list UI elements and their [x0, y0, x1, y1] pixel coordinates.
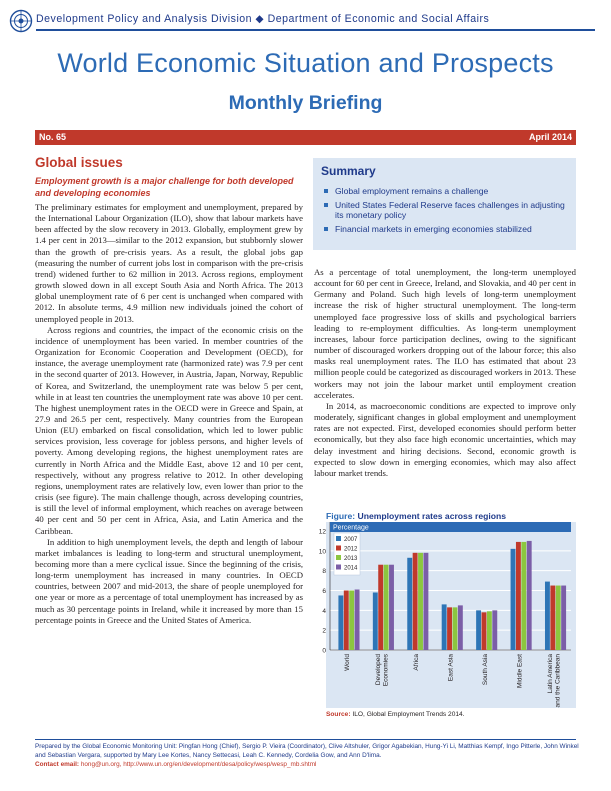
bar: [561, 586, 566, 650]
paragraph: Across regions and countries, the impact of the economic crisis on the incidence of unemployment has been varied. In member countries of the Organization for Economic Cooperation and Development (OECD), for instance, the average unemployment rate (harmonized rate) was 7.9 per cent in the second quarter of 2013. However, in Austria, Japan, Norway, Republic of Korea, and Switzerland, the unemployment rate was below 5 per cent, while in at least ten countries the unemployment rate was above 10 per cent. The highest unemployment rates in the OECD were in Greece and Spain, at 27.9 and 26.5 per cent, respectively. Many countries from the European Union (EU) embarked on fiscal consolidation, which led to lower public services provision, less coverage for jobless persons, and higher levels of poverty. Among developing regions, the highest unemployment rates are currently in North Africa and the Middle East, above 12 and 10 per cent, respectively, without any progress relative to 2012. In other developing regions, unemployment rates are relatively low, even lower than prior to the crisis (see figure). The main challenge though, across developing countries, is still the level of informal employment, which reaches on average between 40 per cent and 50 per cent in Africa, Asia, and Latin America and the Caribbean.: [35, 324, 303, 536]
summary-heading: Summary: [321, 164, 376, 178]
summary-list: [323, 186, 569, 237]
header-divider: [36, 29, 595, 31]
bar: [389, 565, 394, 650]
legend-label: 2012: [344, 546, 358, 553]
bar: [556, 586, 561, 650]
bar: [355, 590, 360, 650]
bar: [442, 604, 447, 650]
footer: [35, 743, 580, 769]
x-tick-label: World: [344, 654, 352, 671]
bar: [521, 542, 526, 650]
paragraph: As a percentage of total unemployment, the long-term unemployed account for 60 per cent in Greece, Ireland, and Slovakia, and 40 per cent in Germany and Poland. Such high levels of long-term unemployment increase the risk of higher structural unemployment. The long-term unemployed face progressive loss of skills and psychological barriers leading to re-employment difficulties. As long-term unemployment increases, labour force participation declines, owing to the significant number of discouraged workers dropping out of the labour force; this also masks real unemployment rates. The ILO has estimated that about 23 million people could be categorized as discouraged workers in 2013. These workers may not join the labour market until employment creation accelerates.: [314, 267, 576, 400]
y-tick-label: 2: [322, 627, 326, 635]
x-tick-label: Economies: [382, 654, 390, 687]
summary-item: Global employment remains a challenge: [323, 186, 569, 197]
unemployment-bar-chart: [313, 522, 576, 708]
x-tick-label: Latin America: [546, 654, 554, 694]
legend-swatch: [336, 546, 341, 551]
y-tick-label: 10: [318, 548, 326, 556]
contact-label: Contact email:: [35, 760, 80, 768]
bar: [423, 553, 428, 650]
bar: [378, 565, 383, 650]
footer-contact: [35, 761, 580, 770]
un-emblem-icon: [9, 9, 33, 33]
source-text: ILO, Global Employment Trends 2014.: [352, 711, 465, 718]
bar: [545, 582, 550, 650]
bar: [413, 553, 418, 650]
legend-swatch: [336, 565, 341, 570]
contact-link[interactable]: hong@un.org, http://www.un.org/en/development/desa/policy/wesp/wesp_mb.shtml: [80, 760, 317, 768]
page-title: World Economic Situation and Prospects: [57, 48, 554, 78]
bar: [349, 591, 354, 651]
summary-item: Financial markets in emerging economies stabilized: [323, 224, 569, 235]
bar: [418, 553, 423, 650]
article-column-left: [35, 202, 303, 722]
y-tick-label: 6: [322, 588, 326, 595]
bar: [487, 611, 492, 650]
x-tick-label: Africa: [413, 654, 421, 671]
paragraph: In addition to high unemployment levels, the depth and length of labour market imbalances is leading to long-term and structural unemployment, becoming more than a mere cyclical issue. Since the beginning of the crisis, long-term unemployment has increased in many countries. In OECD countries, between 2007 and mid-2013, the share of people unemployed for one year or more as a percentage of total unemployment has increased by as much as 30 percentage points in Ireland, while it increased by more than 15 percentage points in Greece and the United States of America.: [35, 536, 303, 625]
paragraph: In 2014, as macroeconomic conditions are expected to improve only moderately, significant changes in global employment and unemployment rates are not expected. First, developed economies should perform better economically, but they also face high economic uncertainties, which may delay investment and hiring decisions. Second, economic growth is expected to slow down in emerging economies, which may also affect labour market trends.: [314, 400, 576, 478]
y-axis-label: Percentage: [333, 524, 369, 532]
bar: [384, 565, 389, 650]
figure-label: Figure:: [326, 511, 356, 521]
y-tick-label: 8: [322, 568, 326, 576]
bar: [516, 542, 521, 650]
bar: [344, 591, 349, 651]
paragraph: The preliminary estimates for employment and unemployment, prepared by the International Labour Organization (ILO), show that labour markets have been affected by the slow recovery in 2013. Globally, employment grew by 1.4 per cent in 2013—similar to the 2012 expansion, but stubbornly slower than the growth of pre-crisis years. As a result, the global jobs gap (measuring the number of current jobs lost in comparison with the pre-crisis trend) widened further to 62 million in 2013. Across regions, employment growth slowed down in all except South Asia and North Africa. The 2013 global unemployment rate of 6 per cent is unchanged when compared with 2012. In absolute terms, 4.9 million new individuals joined the cohort of unemployed people in 2013.: [35, 202, 303, 324]
y-tick-label: 0: [322, 647, 326, 655]
y-tick-label: 12: [318, 528, 326, 536]
legend-swatch: [336, 555, 341, 560]
figure-source: [326, 711, 465, 718]
org-header: Development Policy and Analysis Division ◆ Department of Economic and Social Affairs: [36, 13, 490, 25]
section-title: Global issues: [35, 155, 123, 170]
figure-title-text: Unemployment rates across regions: [357, 511, 507, 521]
bar: [458, 605, 463, 650]
issue-number: No. 65: [39, 132, 67, 142]
figure-title: [326, 511, 506, 521]
legend-label: 2007: [344, 536, 358, 543]
issue-bar: [35, 130, 576, 145]
bar: [550, 586, 555, 650]
issue-date: April 2014: [528, 132, 572, 142]
x-tick-label: and the Caribbean: [554, 654, 562, 708]
article-subheading: Employment growth is a major challenge for both developed and developing economies: [35, 176, 294, 198]
article-column-right: [314, 267, 576, 502]
bar: [482, 612, 487, 650]
x-tick-label: East Asia: [447, 654, 455, 682]
footer-credits: Prepared by the Global Economic Monitoring Unit: Pingfan Hong (Chief), Sergio P. Vieira (Coordinator), Clive Altshuler, Grigor Agabekian, Hung-Yi Li, Matthias Kempf, Ingo Pitterle, John Winkel and Sebastian Vergara, supported by Mary Lee Kortes, Nancy Settecasi, Leah C. Kennedy, Cordelia Gow, and Ann D'lima.: [35, 743, 579, 759]
footer-divider: [35, 739, 576, 740]
bar: [527, 541, 532, 650]
bar: [407, 558, 412, 650]
page-subtitle: Monthly Briefing: [228, 92, 383, 114]
source-label: Source:: [326, 711, 351, 718]
bar: [338, 595, 343, 650]
bar: [373, 592, 378, 650]
y-tick-label: 4: [322, 607, 326, 615]
summary-item: United States Federal Reserve faces challenges in adjusting its monetary policy: [323, 200, 569, 221]
summary-box: [313, 158, 576, 250]
x-tick-label: Middle East: [516, 654, 524, 688]
bar: [476, 610, 481, 650]
x-tick-label: Developed: [374, 654, 382, 686]
bar: [492, 610, 497, 650]
bar: [447, 607, 452, 650]
bar: [511, 549, 516, 650]
x-tick-label: South Asia: [481, 654, 489, 686]
legend-label: 2013: [344, 555, 358, 562]
legend-swatch: [336, 536, 341, 541]
bar: [453, 607, 458, 650]
legend-label: 2014: [344, 565, 358, 572]
